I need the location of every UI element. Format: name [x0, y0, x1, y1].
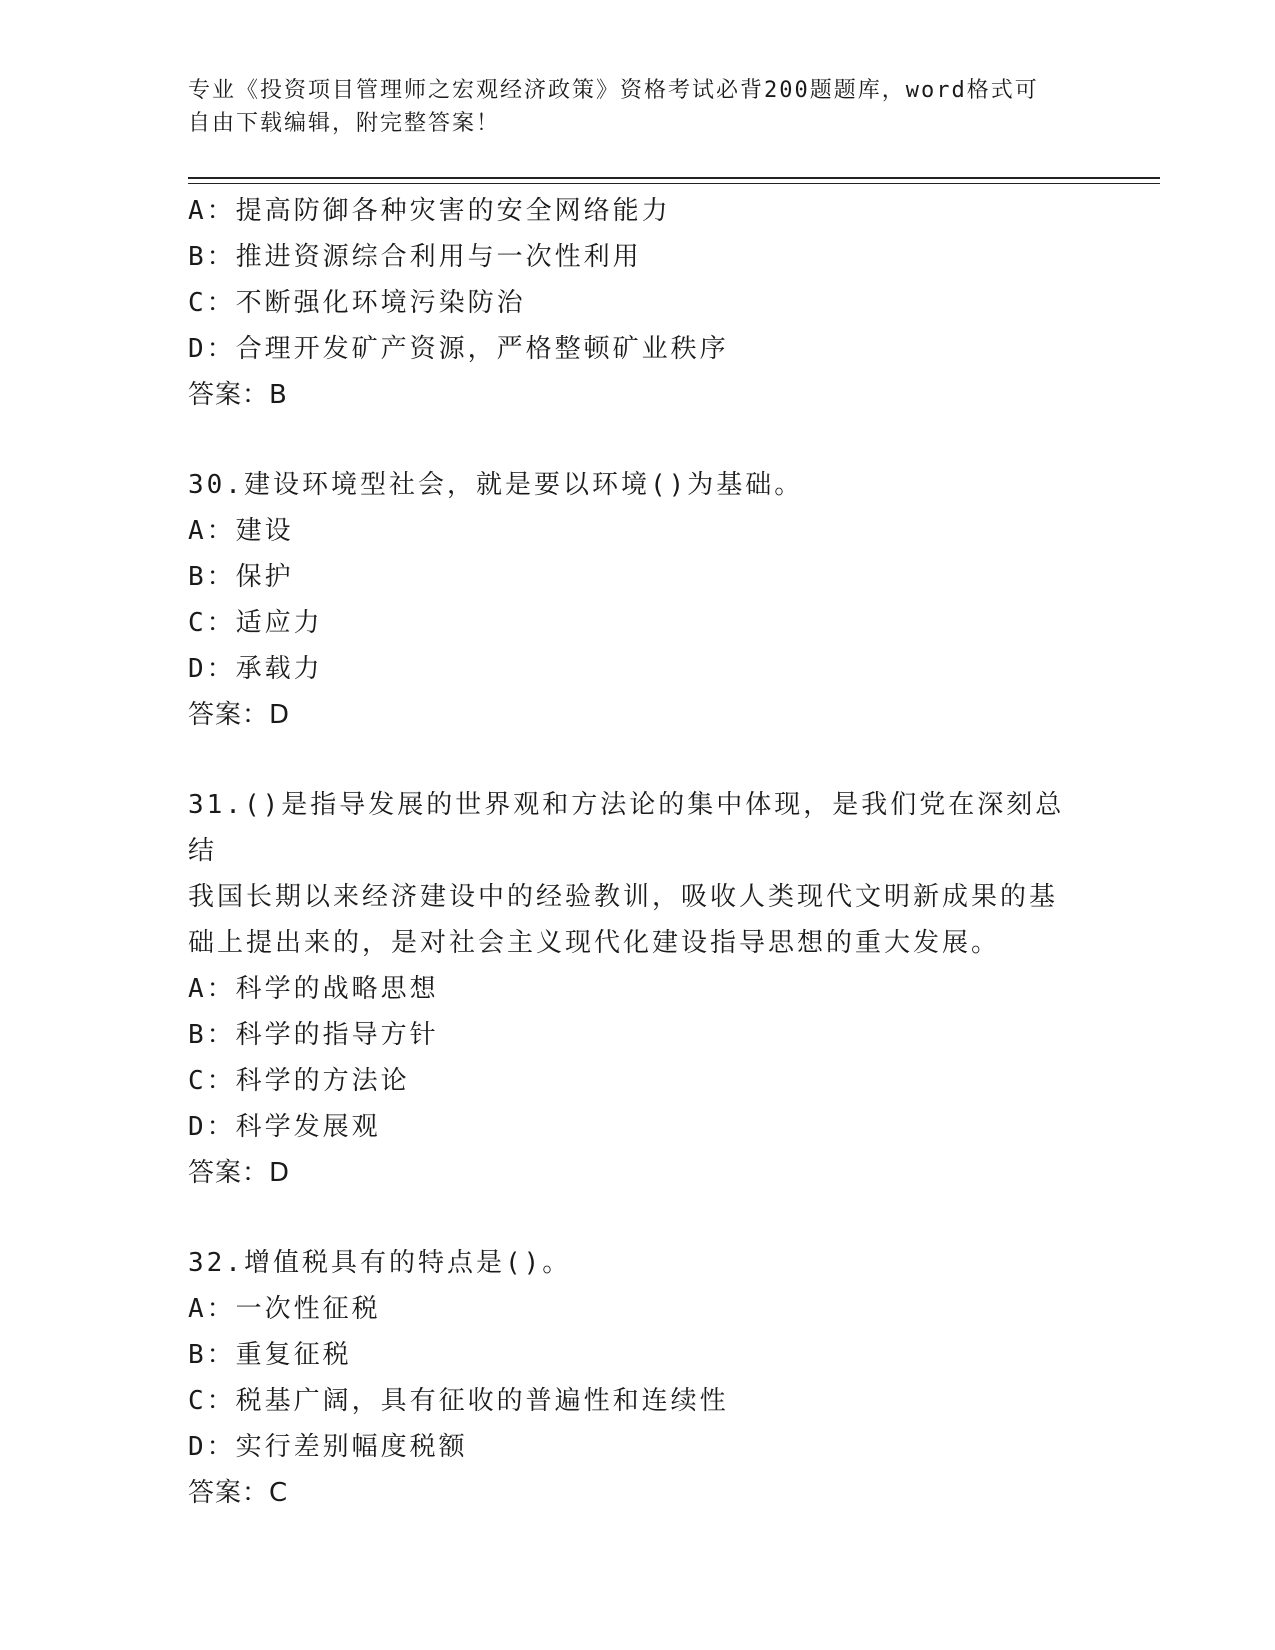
option-a: A：提高防御各种灾害的安全网络能力 [188, 196, 671, 226]
document-header [188, 74, 1068, 140]
question-block-32 [188, 1240, 1088, 1516]
question-block-29 [188, 188, 1088, 418]
question-stem: 30.建设环境型社会，就是要以环境()为基础。 [188, 470, 804, 500]
option-b: B：保护 [188, 562, 294, 592]
spacer [188, 1196, 1088, 1240]
option-b: B：推进资源综合利用与一次性利用 [188, 242, 642, 272]
answer-line: 答案：C [188, 1478, 289, 1508]
question-stem-line-2: 我国长期以来经济建设中的经验教训，吸收人类现代文明新成果的基 [188, 882, 1059, 912]
question-stem-line-3: 础上提出来的，是对社会主义现代化建设指导思想的重大发展。 [188, 928, 1001, 958]
question-block-31 [188, 782, 1088, 1196]
spacer [188, 418, 1088, 462]
question-list [188, 188, 1088, 1516]
option-c: C：科学的方法论 [188, 1066, 410, 1096]
answer-line: 答案：B [188, 380, 288, 410]
option-d: D：科学发展观 [188, 1112, 381, 1142]
header-divider-thick [188, 177, 1160, 179]
header-line-1: 专业《投资项目管理师之宏观经济政策》资格考试必背200题题库，word格式可 [188, 78, 1039, 103]
option-d: D：合理开发矿产资源，严格整顿矿业秩序 [188, 334, 729, 364]
option-b: B：科学的指导方针 [188, 1020, 439, 1050]
option-d: D：实行差别幅度税额 [188, 1432, 468, 1462]
option-a: A：一次性征税 [188, 1294, 381, 1324]
option-a: A：建设 [188, 516, 294, 546]
option-c: C：不断强化环境污染防治 [188, 288, 526, 318]
option-c: C：税基广阔，具有征收的普遍性和连续性 [188, 1386, 729, 1416]
spacer [188, 738, 1088, 782]
header-line-2: 自由下载编辑，附完整答案！ [188, 111, 501, 136]
answer-line: 答案：D [188, 700, 291, 730]
option-b: B：重复征税 [188, 1340, 352, 1370]
question-stem-line-1: 31.()是指导发展的世界观和方法论的集中体现，是我们党在深刻总结 [188, 790, 1065, 866]
question-stem: 32.增值税具有的特点是()。 [188, 1248, 572, 1278]
option-d: D：承载力 [188, 654, 323, 684]
question-block-30 [188, 462, 1088, 738]
option-c: C：适应力 [188, 608, 323, 638]
header-divider-thin [188, 183, 1160, 184]
option-a: A：科学的战略思想 [188, 974, 439, 1004]
answer-line: 答案：D [188, 1158, 291, 1188]
